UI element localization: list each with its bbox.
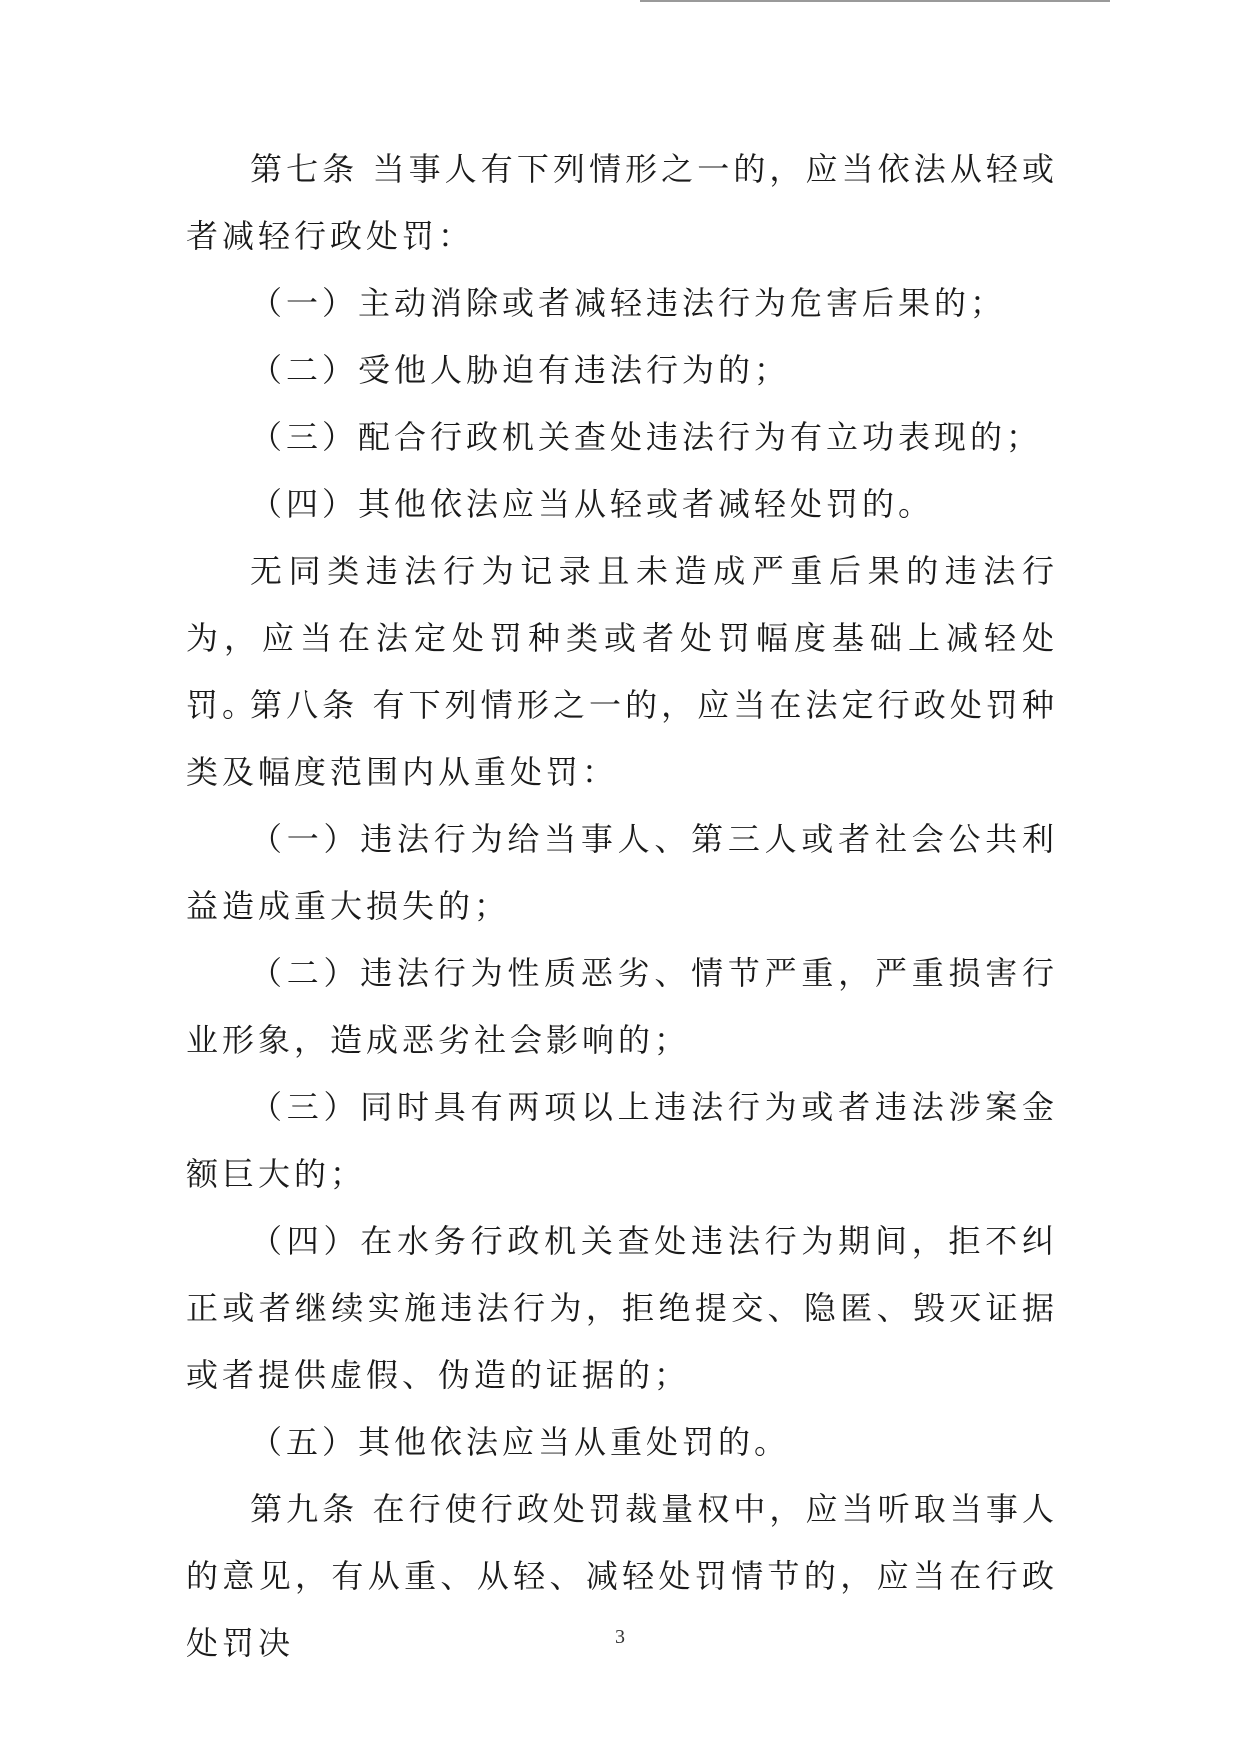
- article-7-supplement: 无同类违法行为记录且未造成严重后果的违法行为，应当在法定处罚种类或者处罚幅度基础上减轻处罚。: [186, 552, 1058, 724]
- article-8-intro: 第八条 有下列情形之一的，应当在法定行政处罚种类及幅度范围内从重处罚：: [186, 686, 1058, 791]
- page-number: 3: [615, 1626, 625, 1648]
- article-8-item-3: （三）同时具有两项以上违法行为或者违法涉案金额巨大的；: [186, 1088, 1058, 1193]
- article-9-intro: 第九条 在行使行政处罚裁量权中，应当听取当事人的意见，有从重、从轻、减轻处罚情节的，应当在行政处罚决: [186, 1490, 1058, 1662]
- article-8-item-2: （二）违法行为性质恶劣、情节严重，严重损害行业形象，造成恶劣社会影响的；: [186, 954, 1058, 1059]
- article-8-item-4: （四）在水务行政机关查处违法行为期间，拒不纠正或者继续实施违法行为，拒绝提交、隐匿、毁灭证据或者提供虚假、伪造的证据的；: [186, 1222, 1058, 1394]
- article-8-item-1: （一）违法行为给当事人、第三人或者社会公共利益造成重大损失的；: [186, 820, 1058, 925]
- article-7-intro: 第七条 当事人有下列情形之一的，应当依法从轻或者减轻行政处罚：: [186, 150, 1058, 255]
- article-7-item-2: （二）受他人胁迫有违法行为的；: [250, 351, 791, 389]
- top-edge-rule: [640, 0, 1110, 2]
- article-7-item-1: （一）主动消除或者减轻违法行为危害后果的；: [250, 284, 1007, 322]
- article-8-item-5: （五）其他依法应当从重处罚的。: [250, 1423, 791, 1461]
- article-7-item-4: （四）其他依法应当从轻或者减轻处罚的。: [250, 485, 935, 523]
- article-7-item-3: （三）配合行政机关查处违法行为有立功表现的；: [250, 418, 1043, 456]
